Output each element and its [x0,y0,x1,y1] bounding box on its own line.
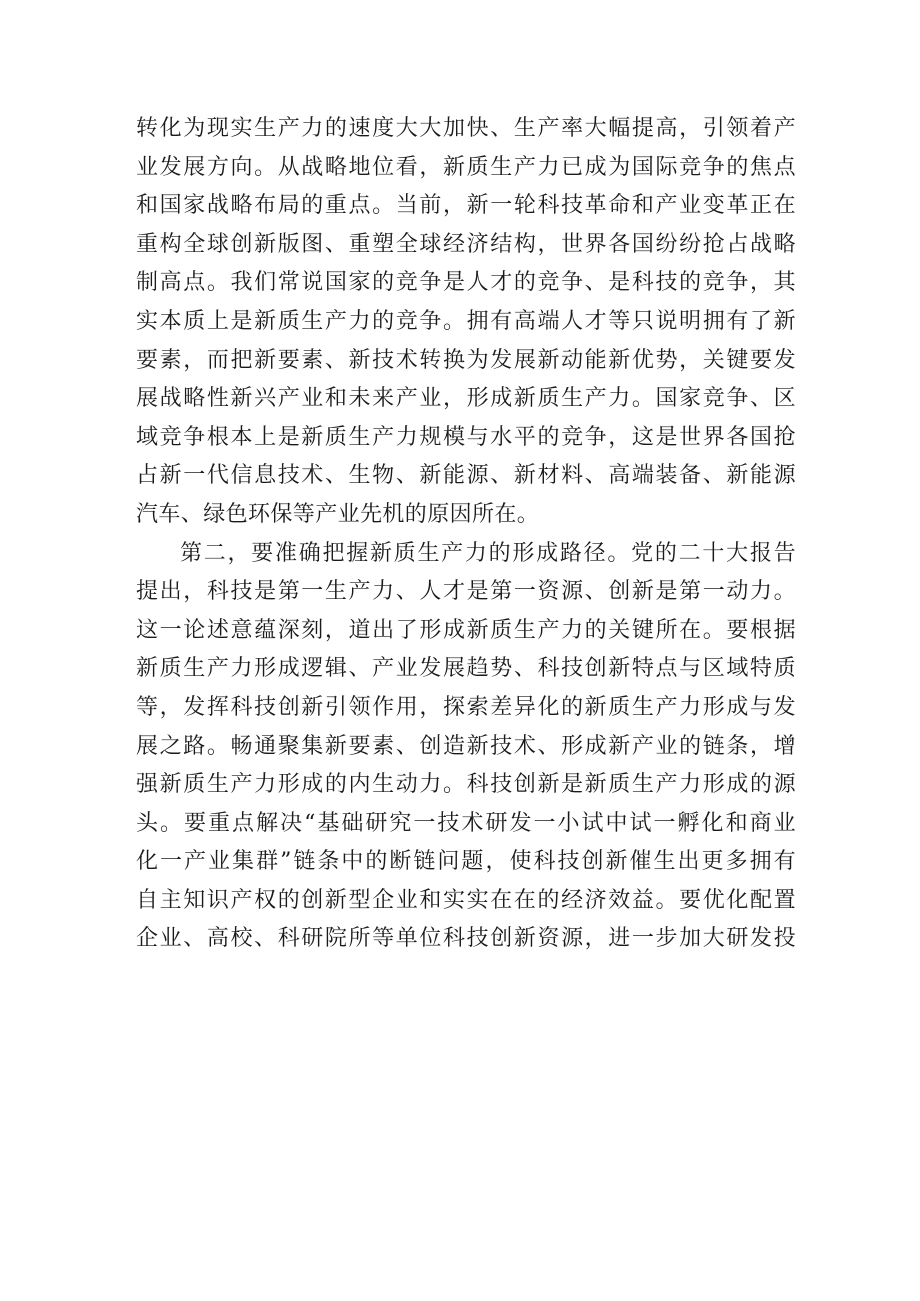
paragraph-2-line-7: 强新质生产力形成的内生动力。科技创新是新质生产力形成的源 [136,772,796,798]
paragraph-2-line-11: 企业、高校、科研院所等单位科技创新资源，进一步加大研发投 [136,926,796,952]
document-body [136,110,796,959]
paragraph-2-line-5: 等，发挥科技创新引领作用，探索差异化的新质生产力形成与发 [136,694,796,720]
paragraph-2-line-10: 自主知识产权的创新型企业和实实在在的经济效益。要优化配置 [136,887,796,913]
paragraph-2-line-4: 新质生产力形成逻辑、产业发展趋势、科技创新特点与区域特质 [136,656,796,682]
paragraph-2-line-2: 提出，科技是第一生产力、人才是第一资源、创新是第一动力。 [136,579,796,605]
paragraph-1-line-7: 要素，而把新要素、新技术转换为发展新动能新优势，关键要发 [136,347,796,373]
paragraph-1-line-3: 和国家战略布局的重点。当前，新一轮科技革命和产业变革正在 [136,193,796,219]
paragraph-2-line-3: 这一论述意蕴深刻，道出了形成新质生产力的关键所在。要根据 [136,617,796,643]
paragraph-1-line-11: 汽车、绿色环保等产业先机的原因所在。 [136,501,540,527]
paragraph-2-line-9: 化一产业集群”链条中的断链问题，使科技创新催生出更多拥有 [136,849,796,875]
paragraph-1-line-8: 展战略性新兴产业和未来产业，形成新质生产力。国家竞争、区 [136,386,796,412]
paragraph-2-line-1: 第二，要准确把握新质生产力的形成路径。党的二十大报告 [180,540,796,566]
paragraph-2-line-8: 头。要重点解决“基础研究一技术研发一小试中试一孵化和商业 [136,810,796,836]
paragraph-2-line-6: 展之路。畅通聚集新要素、创造新技术、形成新产业的链条，增 [136,733,796,759]
paragraph-1-line-4: 重构全球创新版图、重塑全球经济结构，世界各国纷纷抢占战略 [136,231,796,257]
paragraph-1-line-5: 制高点。我们常说国家的竞争是人才的竞争、是科技的竞争，其 [136,270,796,296]
paragraph-1-line-6: 实本质上是新质生产力的竞争。拥有高端人才等只说明拥有了新 [136,308,796,334]
paragraph-1-line-10: 占新一代信息技术、生物、新能源、新材料、高端装备、新能源 [136,463,796,489]
paragraph-1-line-1: 转化为现实生产力的速度大大加快、生产率大幅提高，引领着产 [136,116,796,141]
paragraph-1-line-2: 业发展方向。从战略地位看，新质生产力已成为国际竞争的焦点 [136,154,796,180]
paragraph-1-line-9: 域竞争根本上是新质生产力规模与水平的竞争，这是世界各国抢 [136,424,796,450]
